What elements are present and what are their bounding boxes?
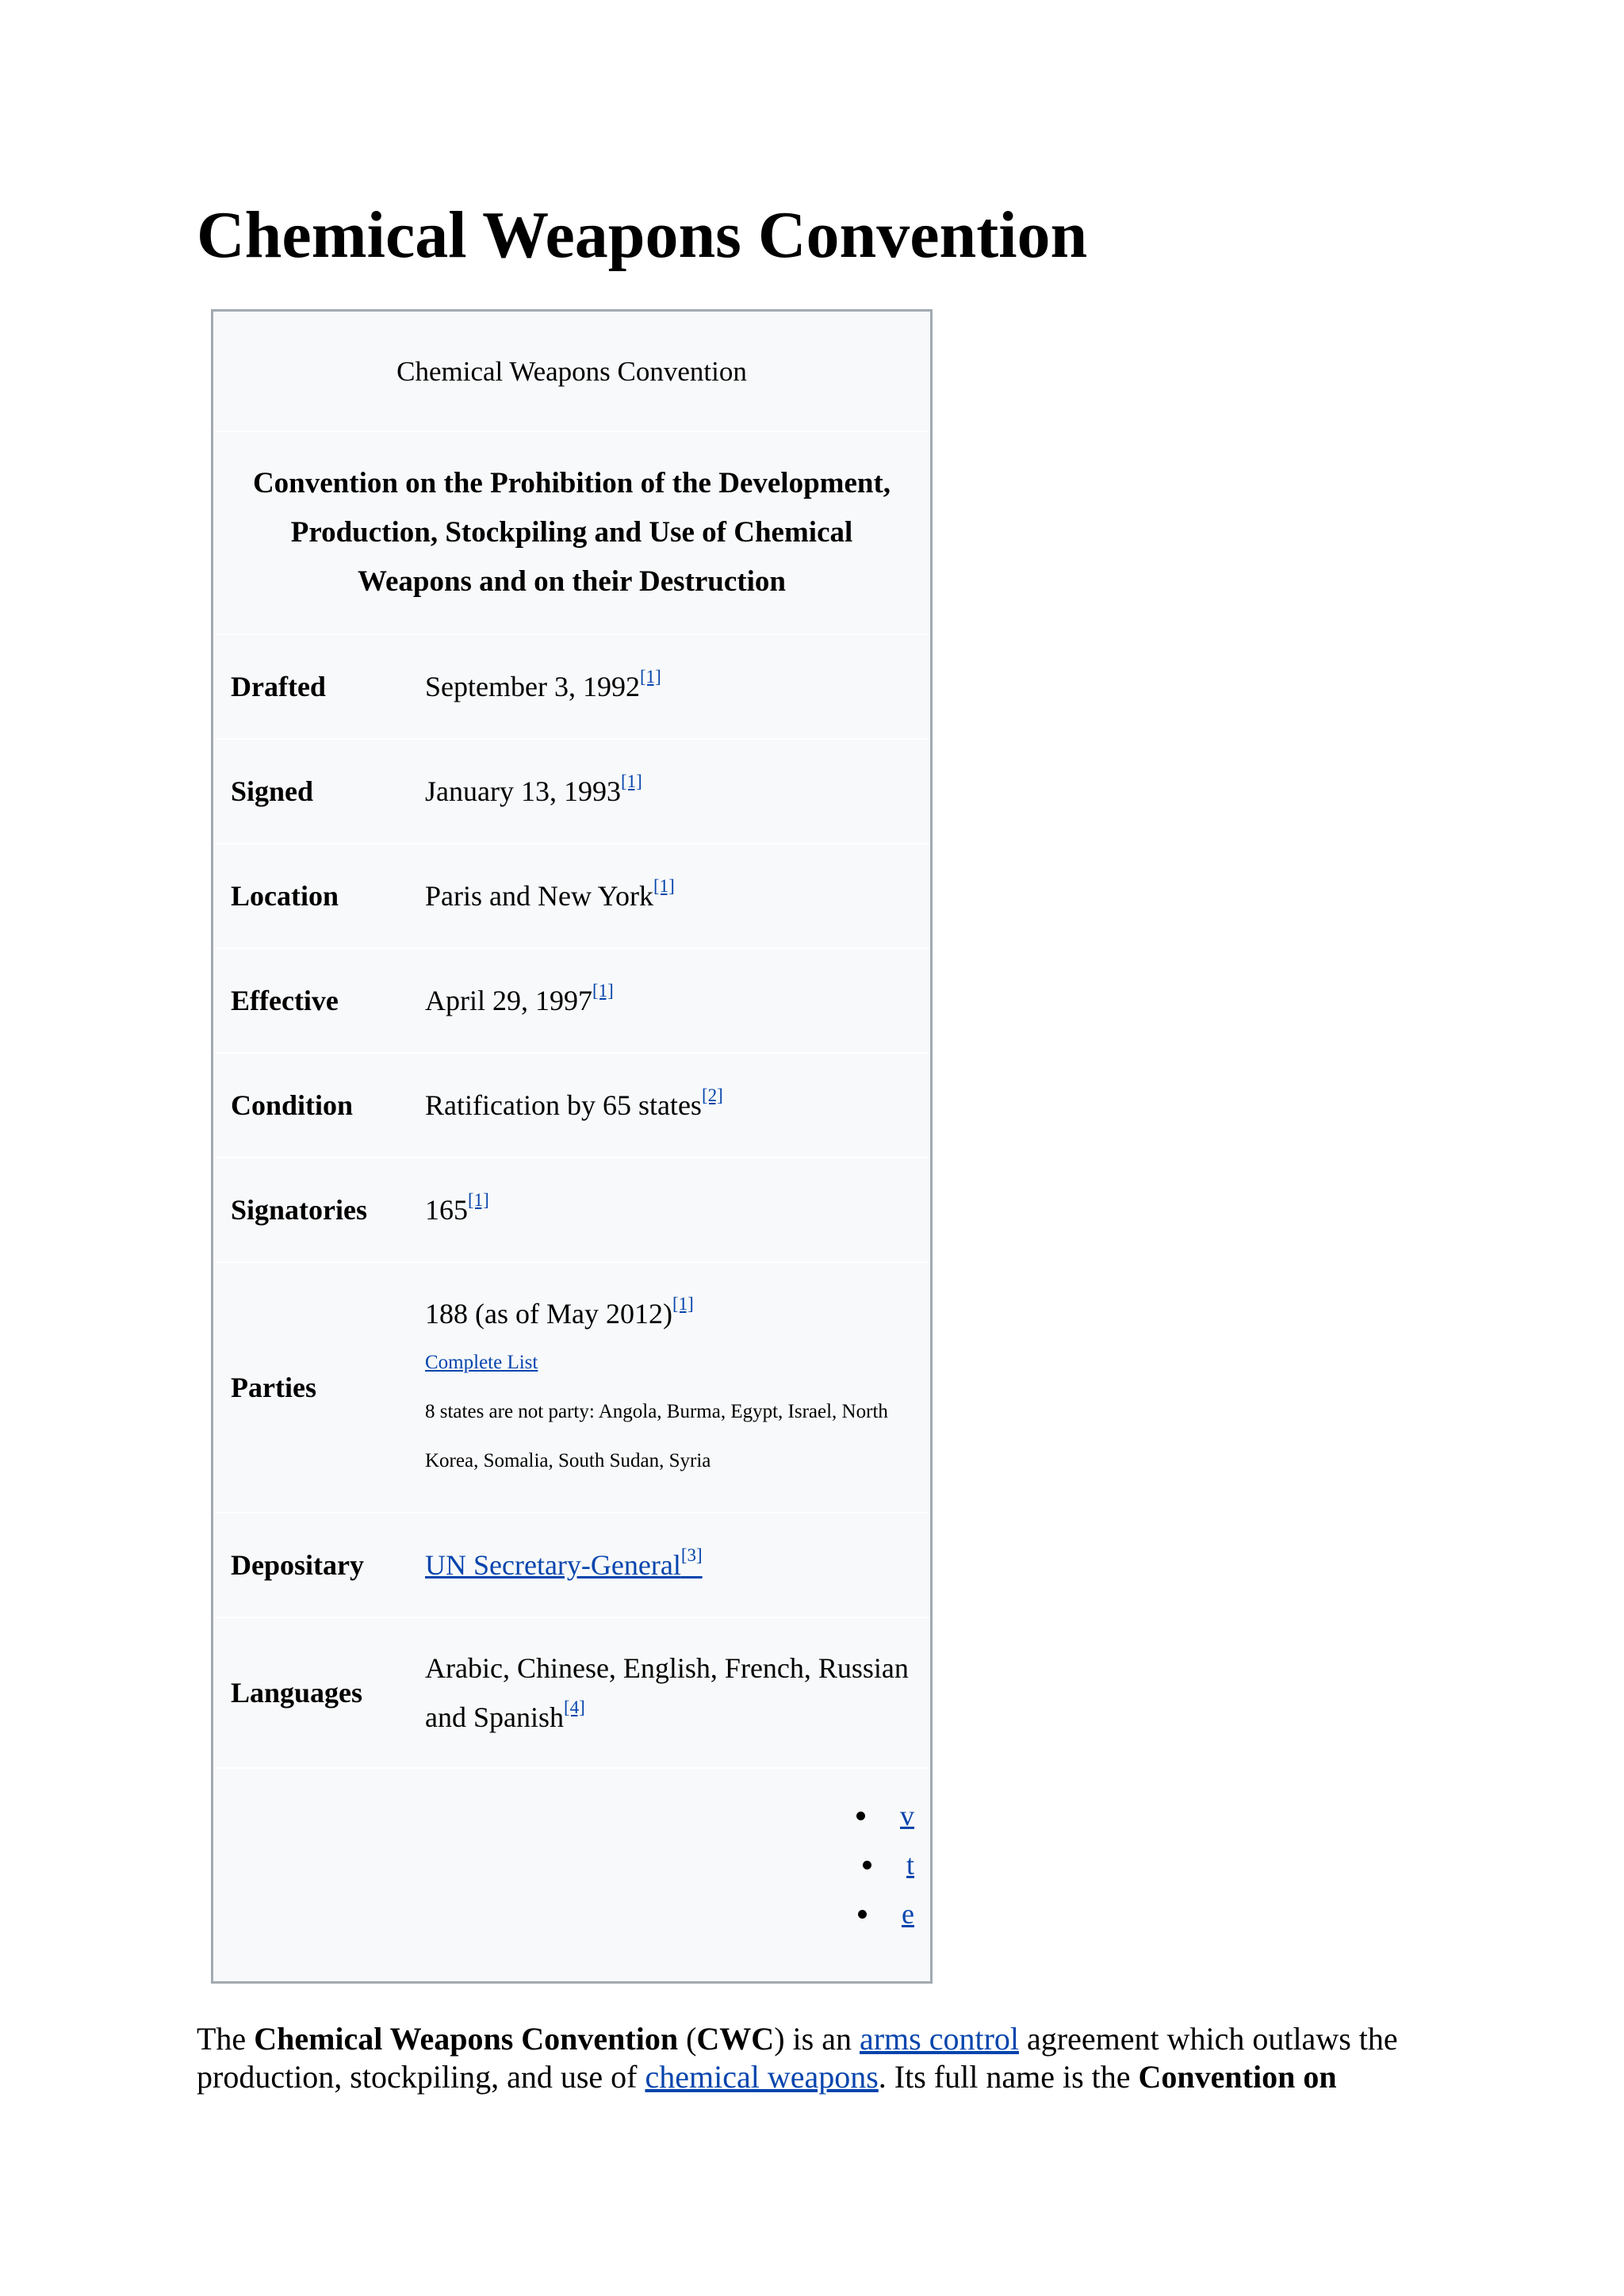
row-label: Depositary: [231, 1549, 364, 1581]
text-run: agreement which outlaws the production, stockpiling, and use of: [197, 2021, 1398, 2095]
row-label: Drafted: [231, 671, 326, 702]
row-label: Signed: [231, 775, 314, 807]
infobox-row-drafted: [213, 635, 930, 740]
signatories-value: 165: [425, 1194, 468, 1226]
row-label: Effective: [231, 985, 339, 1016]
ref-link[interactable]: [1]: [620, 771, 642, 791]
ref-link[interactable]: [2]: [701, 1085, 723, 1105]
row-value: [425, 1513, 914, 1617]
depositary-value[interactable]: UN Secretary-General: [425, 1549, 681, 1581]
row-value: [425, 1054, 914, 1157]
navbox-links: [213, 1769, 930, 1984]
view-template-link[interactable]: v: [900, 1800, 914, 1831]
row-value: [425, 1158, 914, 1261]
bold-term: Convention on: [1138, 2059, 1337, 2095]
infobox-row-effective: [213, 949, 930, 1054]
ref-link[interactable]: [4]: [564, 1697, 585, 1717]
row-value: [425, 1618, 914, 1767]
vte-item: [856, 1840, 914, 1889]
full-name-text: Convention on the Prohibition of the Development, Production, Stockpiling and Use of Chemical Weapons and on their Destruction: [252, 467, 891, 598]
row-label: Parties: [231, 1372, 316, 1403]
row-label: Location: [231, 880, 339, 912]
bullet-icon: [863, 1861, 871, 1869]
bullet-icon: [858, 1910, 867, 1919]
location-value: Paris and New York: [425, 880, 653, 912]
infobox-row-signatories: [213, 1158, 930, 1263]
signed-value: January 13, 1993: [425, 775, 621, 807]
text-run: The: [197, 2021, 255, 2057]
ref-link[interactable]: [3]: [680, 1545, 703, 1565]
row-label: Languages: [231, 1677, 363, 1709]
parties-value: 188 (as of May 2012): [425, 1298, 672, 1330]
row-value: [425, 949, 914, 1052]
row-value: [425, 1263, 914, 1512]
infobox-caption: Chemical Weapons Convention: [213, 312, 930, 432]
ref-link[interactable]: [1]: [672, 1294, 694, 1314]
condition-value: Ratification by 65 states: [425, 1089, 702, 1121]
effective-value: April 29, 1997: [425, 985, 592, 1016]
infobox-row-condition: [213, 1054, 930, 1158]
drafted-value: September 3, 1992: [425, 671, 640, 702]
parties-note: 8 states are not party: Angola, Burma, Egypt, Israel, North Korea, Somalia, South Sudan, Syria: [425, 1401, 888, 1471]
row-label: Condition: [231, 1089, 354, 1121]
page-title: Chemical Weapons Convention: [197, 198, 1088, 272]
ref-link[interactable]: [1]: [592, 981, 614, 1001]
bold-term: Chemical Weapons Convention: [254, 2021, 679, 2057]
arms-control-link[interactable]: arms control: [859, 2021, 1020, 2057]
infobox-row-parties: [213, 1263, 930, 1513]
depositary-link[interactable]: [425, 1540, 914, 1590]
vte-list: [856, 1791, 914, 1938]
ref-link[interactable]: [1]: [468, 1190, 489, 1210]
row-label: Signatories: [231, 1194, 368, 1226]
infobox-row-location: [213, 844, 930, 949]
text-run: . Its full name is the: [878, 2059, 1139, 2095]
article-intro-paragraph: [197, 2020, 1434, 2096]
languages-value: Arabic, Chinese, English, French, Russian and Spanish: [425, 1652, 909, 1733]
ref-link[interactable]: [1]: [639, 667, 661, 687]
infobox: [211, 309, 933, 1984]
text-run: (: [678, 2021, 697, 2057]
infobox-row-depositary: [213, 1513, 930, 1618]
infobox-full-name: [213, 432, 930, 635]
row-value: [425, 635, 914, 738]
row-value: [425, 740, 914, 843]
bullet-icon: [856, 1812, 865, 1820]
ref-link[interactable]: [1]: [653, 876, 675, 896]
vte-item: [856, 1889, 914, 1938]
vte-item: [856, 1791, 914, 1840]
complete-list-link[interactable]: Complete List: [425, 1352, 538, 1373]
bold-abbreviation: CWC: [696, 2021, 775, 2057]
row-value: [425, 844, 914, 947]
text-run: ) is an: [774, 2021, 860, 2057]
infobox-row-languages: [213, 1618, 930, 1769]
infobox-row-signed: [213, 740, 930, 844]
chemical-weapons-link[interactable]: chemical weapons: [645, 2059, 879, 2095]
edit-template-link[interactable]: e: [902, 1898, 914, 1930]
talk-template-link[interactable]: t: [906, 1849, 914, 1881]
